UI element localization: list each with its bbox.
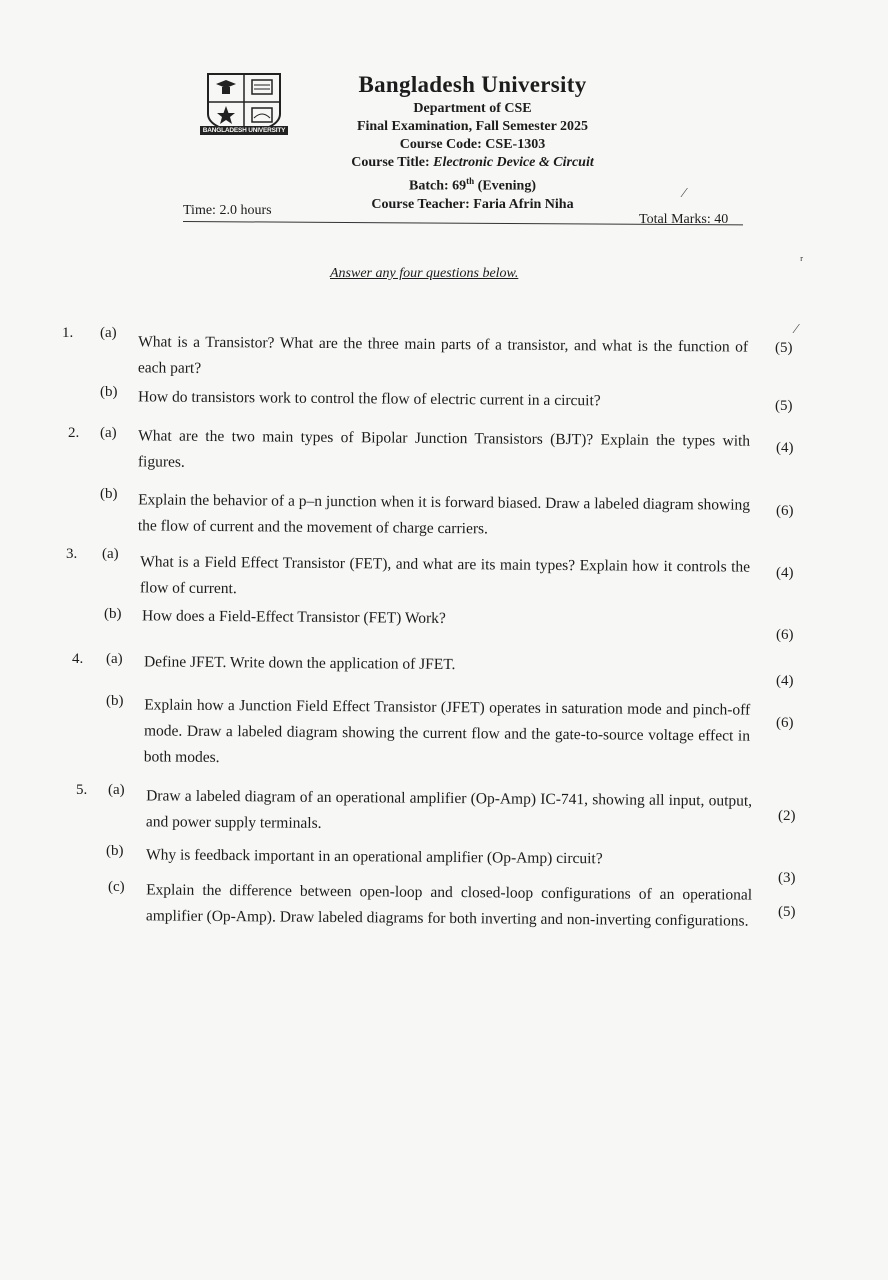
university-logo [198, 70, 290, 142]
pen-mark: ⁄ [683, 186, 686, 201]
question-text: Why is feedback important in an operational amplifier (Op-Amp) circuit? [145, 846, 603, 868]
part-label: (a) [100, 325, 117, 341]
question-text: Draw a labeled diagram of an operational amplifier (Op-Amp) IC-741, showing all input, output, and power supply terminals. [145, 787, 753, 832]
question-number: 2. [68, 425, 80, 441]
course-title: Course Title: Electronic Device & Circuit [351, 155, 594, 170]
question-text: What are the two main types of Bipolar Junction Transistors (BJT)? Explain the types with figures. [137, 427, 751, 471]
question-marks: (6) [776, 627, 794, 643]
question-marks: (4) [776, 673, 794, 689]
part-label: (c) [108, 879, 125, 895]
question-marks: (4) [776, 565, 794, 581]
question-marks: (6) [776, 715, 794, 731]
pen-mark: ʳ [800, 254, 804, 269]
course-code: Course Code: CSE-1303 [399, 137, 546, 152]
question-text: What is a Transistor? What are the three main parts of a transistor, and what is the function of each part? [137, 333, 749, 377]
exam-header [300, 70, 645, 214]
question-text: Explain how a Junction Field Effect Transistor (JFET) operates in saturation mode and pinch-off mode. Draw a labeled diagram showing the current flow and the gate-to-source voltage effect in both modes. [143, 696, 751, 767]
question-number: 5. [76, 782, 88, 798]
question-marks: (5) [775, 340, 793, 356]
question-text: Define JFET. Write down the application of JFET. [143, 653, 456, 674]
question-text: Explain the difference between open-loop and closed-loop configurations of an operational amplifier (Op-Amp). Draw labeled diagrams for both inverting and non-inverting configurations. [145, 881, 753, 930]
question-marks: (5) [778, 904, 796, 920]
part-label: (a) [106, 651, 123, 667]
exam-time: Time: 2.0 hours [183, 203, 272, 218]
total-marks: Total Marks: 40 [639, 212, 729, 227]
part-label: (a) [102, 546, 119, 562]
question-marks: (2) [778, 808, 796, 824]
part-label: (a) [100, 425, 117, 441]
question-text: What is a Field Effect Transistor (FET), and what are its main types? Explain how it controls the flow of current. [139, 553, 751, 598]
part-label: (b) [104, 606, 122, 622]
part-label: (b) [100, 486, 118, 502]
exam-title: Final Examination, Fall Semester 2025 [356, 119, 589, 134]
question-marks: (6) [776, 503, 794, 519]
part-label: (a) [108, 782, 125, 798]
part-label: (b) [106, 843, 124, 859]
question-marks: (4) [776, 440, 794, 456]
course-teacher: Course Teacher: Faria Afrin Niha [371, 196, 574, 212]
question-marks: (3) [778, 870, 796, 886]
question-number: 1. [62, 325, 74, 341]
question-text: How does a Field-Effect Transistor (FET) Work? [141, 607, 446, 627]
department: Department of CSE [413, 101, 532, 116]
part-label: (b) [100, 384, 118, 400]
question-text: How do transistors work to control the flow of electric current in a circuit? [137, 388, 601, 410]
question-number: 3. [66, 546, 78, 562]
question-text: Explain the behavior of a p–n junction when it is forward biased. Draw a labeled diagram showing the flow of current and the movement of charge carriers. [137, 491, 751, 538]
instruction: Answer any four questions below. [330, 266, 519, 281]
logo-text: BANGLADESH UNIVERSITY [202, 127, 286, 134]
university-name: Bangladesh University [358, 72, 587, 97]
part-label: (b) [106, 693, 124, 709]
pen-mark: ⁄ [795, 322, 798, 337]
batch: Batch: 69th (Evening) [408, 176, 537, 194]
question-marks: (5) [775, 398, 793, 414]
question-number: 4. [72, 651, 84, 667]
